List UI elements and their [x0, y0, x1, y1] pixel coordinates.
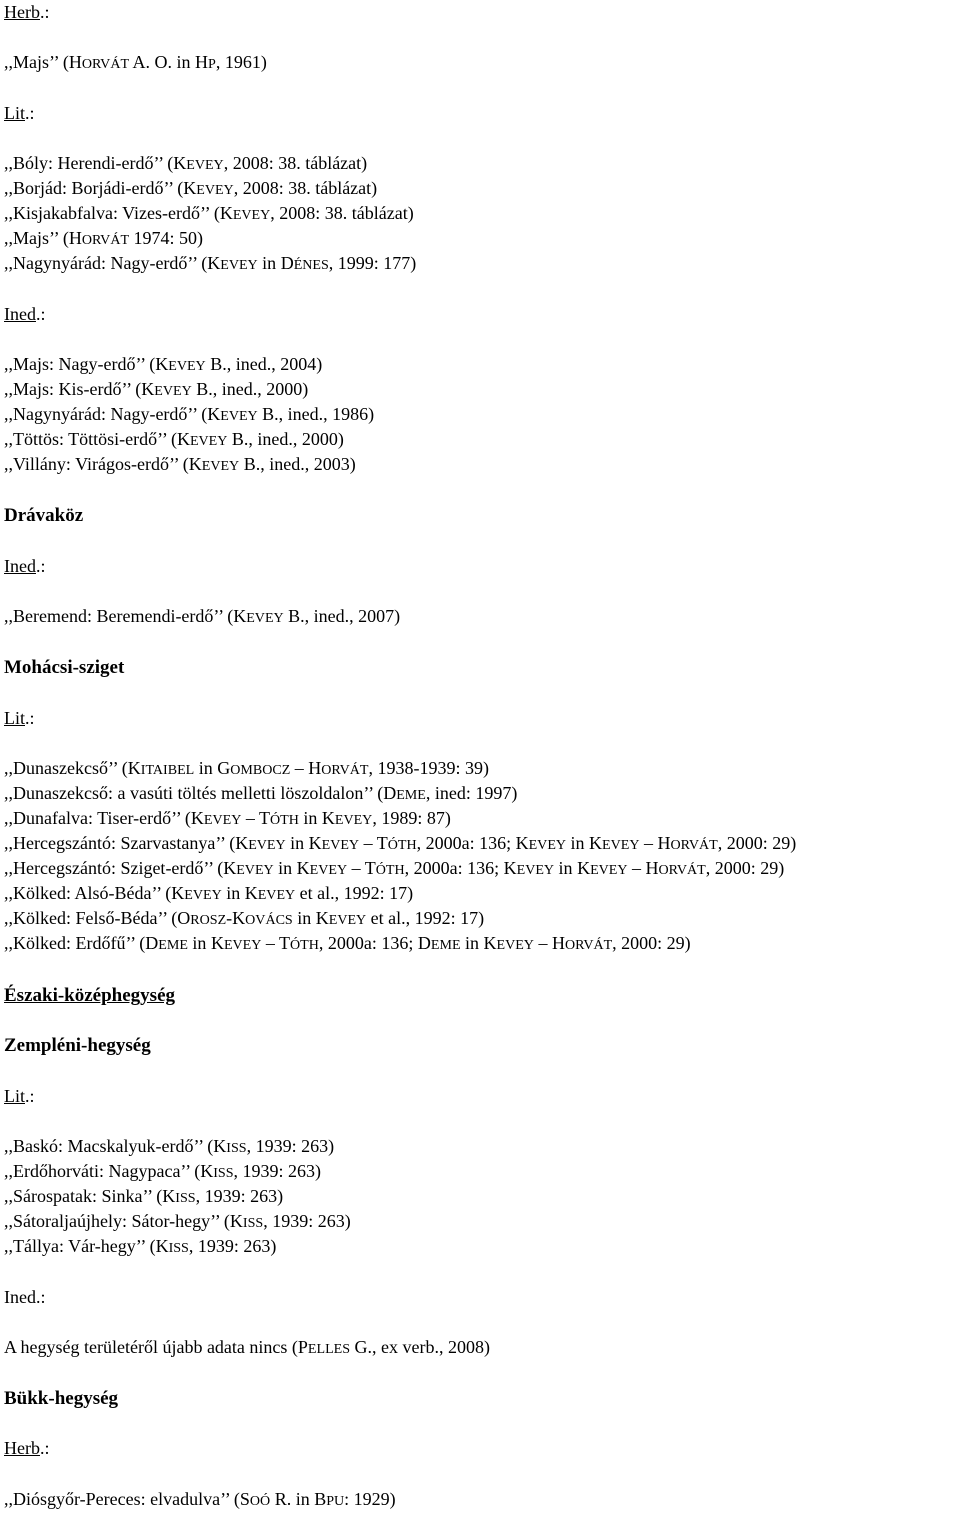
small-caps-text: EVEY: [257, 887, 296, 903]
record-entry: ,,Kölked: Felső-Béda’’ (OROSZ-KOVÁCS in KEVEY et al., 1992: 17): [4, 908, 485, 928]
small-caps-text: EVEY: [189, 433, 228, 449]
source-label-text: Ined: [4, 556, 36, 576]
record-entry: ,,Majs’’ (HORVÁT 1974: 50): [4, 228, 204, 248]
small-caps-text: ORVÁT: [321, 762, 369, 778]
section-heading: Mohácsi-sziget: [4, 657, 125, 678]
small-caps-text: EME: [158, 937, 188, 953]
record-entry: ,,Dunaszekcső: a vasúti töltés melletti löszoldalon’’ (DEME, ined: 1997): [4, 783, 518, 803]
small-caps-text: ITAIBEL: [140, 762, 195, 778]
source-label-text: .:: [35, 556, 46, 576]
source-label-text: .:: [25, 1086, 35, 1106]
source-label-text: .:: [39, 2, 50, 22]
small-caps-text: EVEY: [196, 182, 234, 198]
small-caps-text: ORVÁT: [658, 862, 706, 878]
source-label-text: .:: [25, 103, 35, 123]
record-entry: ,,Majs’’ (HORVÁT A. O. in HP, 1961): [4, 52, 267, 72]
record-entry: ,,Nagynyárád: Nagy-erdő’’ (KEVEY B., ined., 1986): [4, 404, 375, 424]
small-caps-text: EVEY: [516, 862, 555, 878]
record-entry: ,,Majs: Nagy-erdő’’ (KEVEY B., ined., 2004): [4, 354, 323, 374]
small-caps-text: ORVÁT: [81, 232, 130, 248]
section-heading: Drávaköz: [4, 505, 84, 526]
source-label: [4, 1436, 50, 1461]
source-label-text: Lit: [4, 708, 25, 728]
small-caps-text: EVEY: [246, 610, 284, 626]
record-entry: ,,Diósgyőr-Pereces: elvadulva’’ (SOÓ R. in BPU: 1929): [4, 1489, 396, 1509]
record-entry: ,,Borjád: Borjádi-erdő’’ (KEVEY, 2008: 38. táblázat): [4, 178, 378, 198]
record-entry: ,,Tállya: Vár-hegy’’ (KISS, 1939: 263): [4, 1236, 277, 1256]
small-caps-text: ISS: [242, 1215, 264, 1231]
small-caps-text: PU: [326, 1493, 345, 1509]
small-caps-text: EVEY: [602, 837, 640, 853]
small-caps-text: EVEY: [328, 912, 367, 928]
small-caps-text: ÓTH: [270, 812, 299, 828]
source-label-text: Herb: [4, 2, 40, 22]
source-label-text: .:: [25, 708, 35, 728]
small-caps-text: EVEY: [220, 257, 258, 273]
section-heading: Bükk-hegység: [4, 1388, 119, 1409]
record-entry: ,,Hercegszántó: Szarvastanya’’ (KEVEY in KEVEY – TÓTH, 2000a: 136; KEVEY in KEVEY – HORVÁT, 2000: 29): [4, 833, 797, 853]
record-entry: ,,Kisjakabfalva: Vizes-erdő’’ (KEVEY, 2008: 38. táblázat): [4, 203, 414, 223]
record-entry: ,,Dunaszekcső’’ (KITAIBEL in GOMBOCZ – HORVÁT, 1938-1939: 39): [4, 758, 489, 778]
record-entry: ,,Dunafalva: Tiser-erdő’’ (KEVEY – TÓTH in KEVEY, 1989: 87): [4, 808, 451, 828]
record-entry: ,,Bóly: Herendi-erdő’’ (KEVEY, 2008: 38. táblázat): [4, 153, 368, 173]
record-entry: ,,Sárospatak: Sinka’’ (KISS, 1939: 263): [4, 1186, 284, 1206]
small-caps-text: EVEY: [220, 408, 258, 424]
record-entry: ,,Kölked: Erdőfű’’ (DEME in KEVEY – TÓTH, 2000a: 136; DEME in KEVEY – HORVÁT, 2000: 29): [4, 933, 691, 953]
small-caps-text: ÓTH: [290, 937, 319, 953]
small-caps-text: ORVÁT: [564, 937, 613, 953]
small-caps-text: OMBOCZ: [230, 762, 291, 778]
source-label: [4, 1084, 35, 1109]
record-entry: ,,Beremend: Beremendi-erdő’’ (KEVEY B., ined., 2007): [4, 606, 401, 626]
source-label-text: Herb: [4, 1438, 40, 1458]
source-label-text: Ined.:: [4, 1287, 46, 1307]
small-caps-text: ORVÁT: [670, 837, 718, 853]
small-caps-text: EVEY: [590, 862, 628, 878]
small-caps-text: EVEY: [184, 887, 222, 903]
small-caps-text: ROSZ: [190, 912, 227, 928]
source-label-text: .:: [35, 304, 46, 324]
small-caps-text: OÓ: [249, 1493, 271, 1509]
small-caps-text: EVEY: [154, 383, 192, 399]
record-entry: ,,Majs: Kis-erdő’’ (KEVEY B., ined., 2000): [4, 379, 309, 399]
section-heading: Zempléni-hegység: [4, 1035, 151, 1056]
small-caps-text: EVEY: [186, 157, 224, 173]
source-label: [4, 1285, 45, 1310]
record-entry: ,,Hercegszántó: Sziget-erdő’’ (KEVEY in KEVEY – TÓTH, 2000a: 136; KEVEY in KEVEY – HORVÁT, 2000: 29): [4, 858, 785, 878]
small-caps-text: ISS: [213, 1165, 234, 1181]
small-caps-text: EVEY: [248, 837, 286, 853]
small-caps-text: ISS: [175, 1190, 196, 1206]
small-caps-text: ÓTH: [387, 837, 417, 853]
record-entry: ,,Kölked: Alsó-Béda’’ (KEVEY in KEVEY et al., 1992: 17): [4, 883, 414, 903]
source-label-text: Lit: [4, 103, 25, 123]
record-entry: ,,Sátoraljaújhely: Sátor-hegy’’ (KISS, 1939: 263): [4, 1211, 351, 1231]
region-heading: Északi-középhegység: [4, 985, 175, 1006]
source-label-text: Lit: [4, 1086, 25, 1106]
small-caps-text: ELLES: [307, 1341, 351, 1357]
record-entry: A hegység területéről újabb adata nincs (PELLES G., ex verb., 2008): [4, 1337, 490, 1357]
small-caps-text: EVEY: [321, 837, 360, 853]
source-label-text: .:: [39, 1438, 50, 1458]
source-label-text: Ined: [4, 304, 36, 324]
small-caps-text: EME: [430, 937, 461, 953]
small-caps-text: ÓTH: [375, 862, 405, 878]
source-label: [4, 0, 50, 25]
source-label: [4, 706, 35, 731]
record-entry: ,,Töttös: Töttösi-erdő’’ (KEVEY B., ined., 2000): [4, 429, 344, 449]
small-caps-text: ISS: [168, 1240, 189, 1256]
record-entry: ,,Baskó: Macskalyuk-erdő’’ (KISS, 1939: 263): [4, 1136, 335, 1156]
small-caps-text: OVÁCS: [245, 912, 293, 928]
small-caps-text: EVEY: [223, 937, 262, 953]
small-caps-text: ÉNES: [293, 257, 329, 273]
record-entry: ,,Nagynyárád: Nagy-erdő’’ (KEVEY in DÉNES, 1999: 177): [4, 253, 417, 273]
small-caps-text: EVEY: [201, 458, 240, 474]
small-caps-text: EVEY: [496, 937, 534, 953]
small-caps-text: EVEY: [232, 207, 271, 223]
source-label: [4, 101, 35, 126]
small-caps-text: EVEY: [528, 837, 567, 853]
small-caps-text: EVEY: [334, 812, 373, 828]
small-caps-text: EVEY: [168, 358, 206, 374]
small-caps-text: EVEY: [309, 862, 348, 878]
small-caps-text: EME: [396, 787, 426, 803]
small-caps-text: EVEY: [203, 812, 242, 828]
small-caps-text: P: [208, 56, 216, 72]
record-entry: ,,Erdőhorváti: Nagypaca’’ (KISS, 1939: 263): [4, 1161, 322, 1181]
source-label: [4, 554, 46, 579]
record-entry: ,,Villány: Virágos-erdő’’ (KEVEY B., ined., 2003): [4, 454, 356, 474]
small-caps-text: ISS: [226, 1140, 247, 1156]
source-label: [4, 302, 46, 327]
small-caps-text: EVEY: [236, 862, 274, 878]
small-caps-text: ORVÁT: [81, 56, 130, 72]
